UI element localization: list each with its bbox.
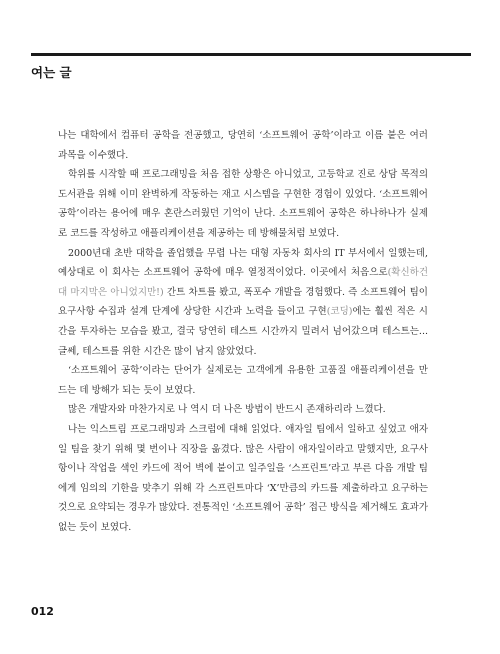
- paragraph-3-aside-1: (확신하건대 마지막은 아니었지만!): [58, 267, 428, 298]
- paragraph-3-part-1: 2000년대 초반 대학을 졸업했을 무렵 나는 대형 자동차 회사의 IT 부서에서 일했는데, 예상대로 이 회사는 소프트웨어 공학에 매우 열정적이었다. 이곳에서 처음으로: [58, 247, 428, 279]
- section-rule: [31, 53, 471, 56]
- paragraph-3-part-2: 간트 차트를 봤고, 폭포수 개발을 경험했다. 즉 소프트웨어 팀이 요구사항 수집과 설계 단계에 상당한 시간과 노력을 들이고 구현: [58, 286, 428, 318]
- paragraph-5: 많은 개발자와 마찬가지로 나 역시 더 나은 방법이 반드시 존재하리라 느꼈다.: [68, 404, 386, 416]
- body-text: [58, 126, 428, 537]
- paragraph-1: 나는 대학에서 컴퓨터 공학을 전공했고, 당연히 ‘소프트웨어 공학’이라고 이름 붙은 여러 과목을 이수했다.: [58, 130, 428, 161]
- paragraph-3-aside-2: (코딩): [326, 306, 353, 318]
- paragraph-6: 나는 익스트림 프로그래밍과 스크럼에 대해 읽었다. 애자일 팀에서 일하고 싶었고 애자일 팀을 찾기 위해 몇 번이나 직장을 옮겼다. 많은 사람이 애자일이라고 말했지만, 요구사항이나 작업을 색인 카드에 적어 벽에 붙이고 일주일을 ‘스프린트’라고 부른 다음 개발 팀에게 임의의 기한을 맞추기 위해 각 스프린트마다 ‘X’만큼의 카드를 제출하라고 요구하는 것으로 요약되는 경우가 많았다. 전통적인 ‘소프트웨어 공학’ 접근 방식을 제거해도 효과가 없는 듯이 보였다.: [58, 423, 428, 533]
- paragraph-3: [58, 244, 428, 362]
- section-title: 여는 글: [31, 65, 72, 80]
- paragraph-2: 학위를 시작할 때 프로그래밍을 처음 접한 상황은 아니었고, 고등학교 진로 상담 목적의 도서관을 위해 이미 완벽하게 작동하는 재고 시스템을 구현한 경험이 있었다. ‘소프트웨어 공학’이라는 용어에 매우 혼란스러웠던 기억이 난다. 소프트웨어 공학은 하나하나가 실제로 코드를 작성하고 애플리케이션을 제공하는 데 방해물처럼 보였다.: [58, 169, 428, 239]
- page-number: 012: [31, 605, 54, 618]
- paragraph-3-part-3: 에는 훨씬 적은 시간을 투자하는 모습을 봤고, 결국 당연히 테스트 시간까지 밀려서 넘어갔으며 테스트는... 글쎄, 테스트를 위한 시간은 많이 남지 않았었다.: [58, 306, 428, 357]
- paragraph-4: ‘소프트웨어 공학’이라는 단어가 실제로는 고객에게 유용한 고품질 애플리케이션을 만드는 데 방해가 되는 듯이 보였다.: [58, 365, 428, 396]
